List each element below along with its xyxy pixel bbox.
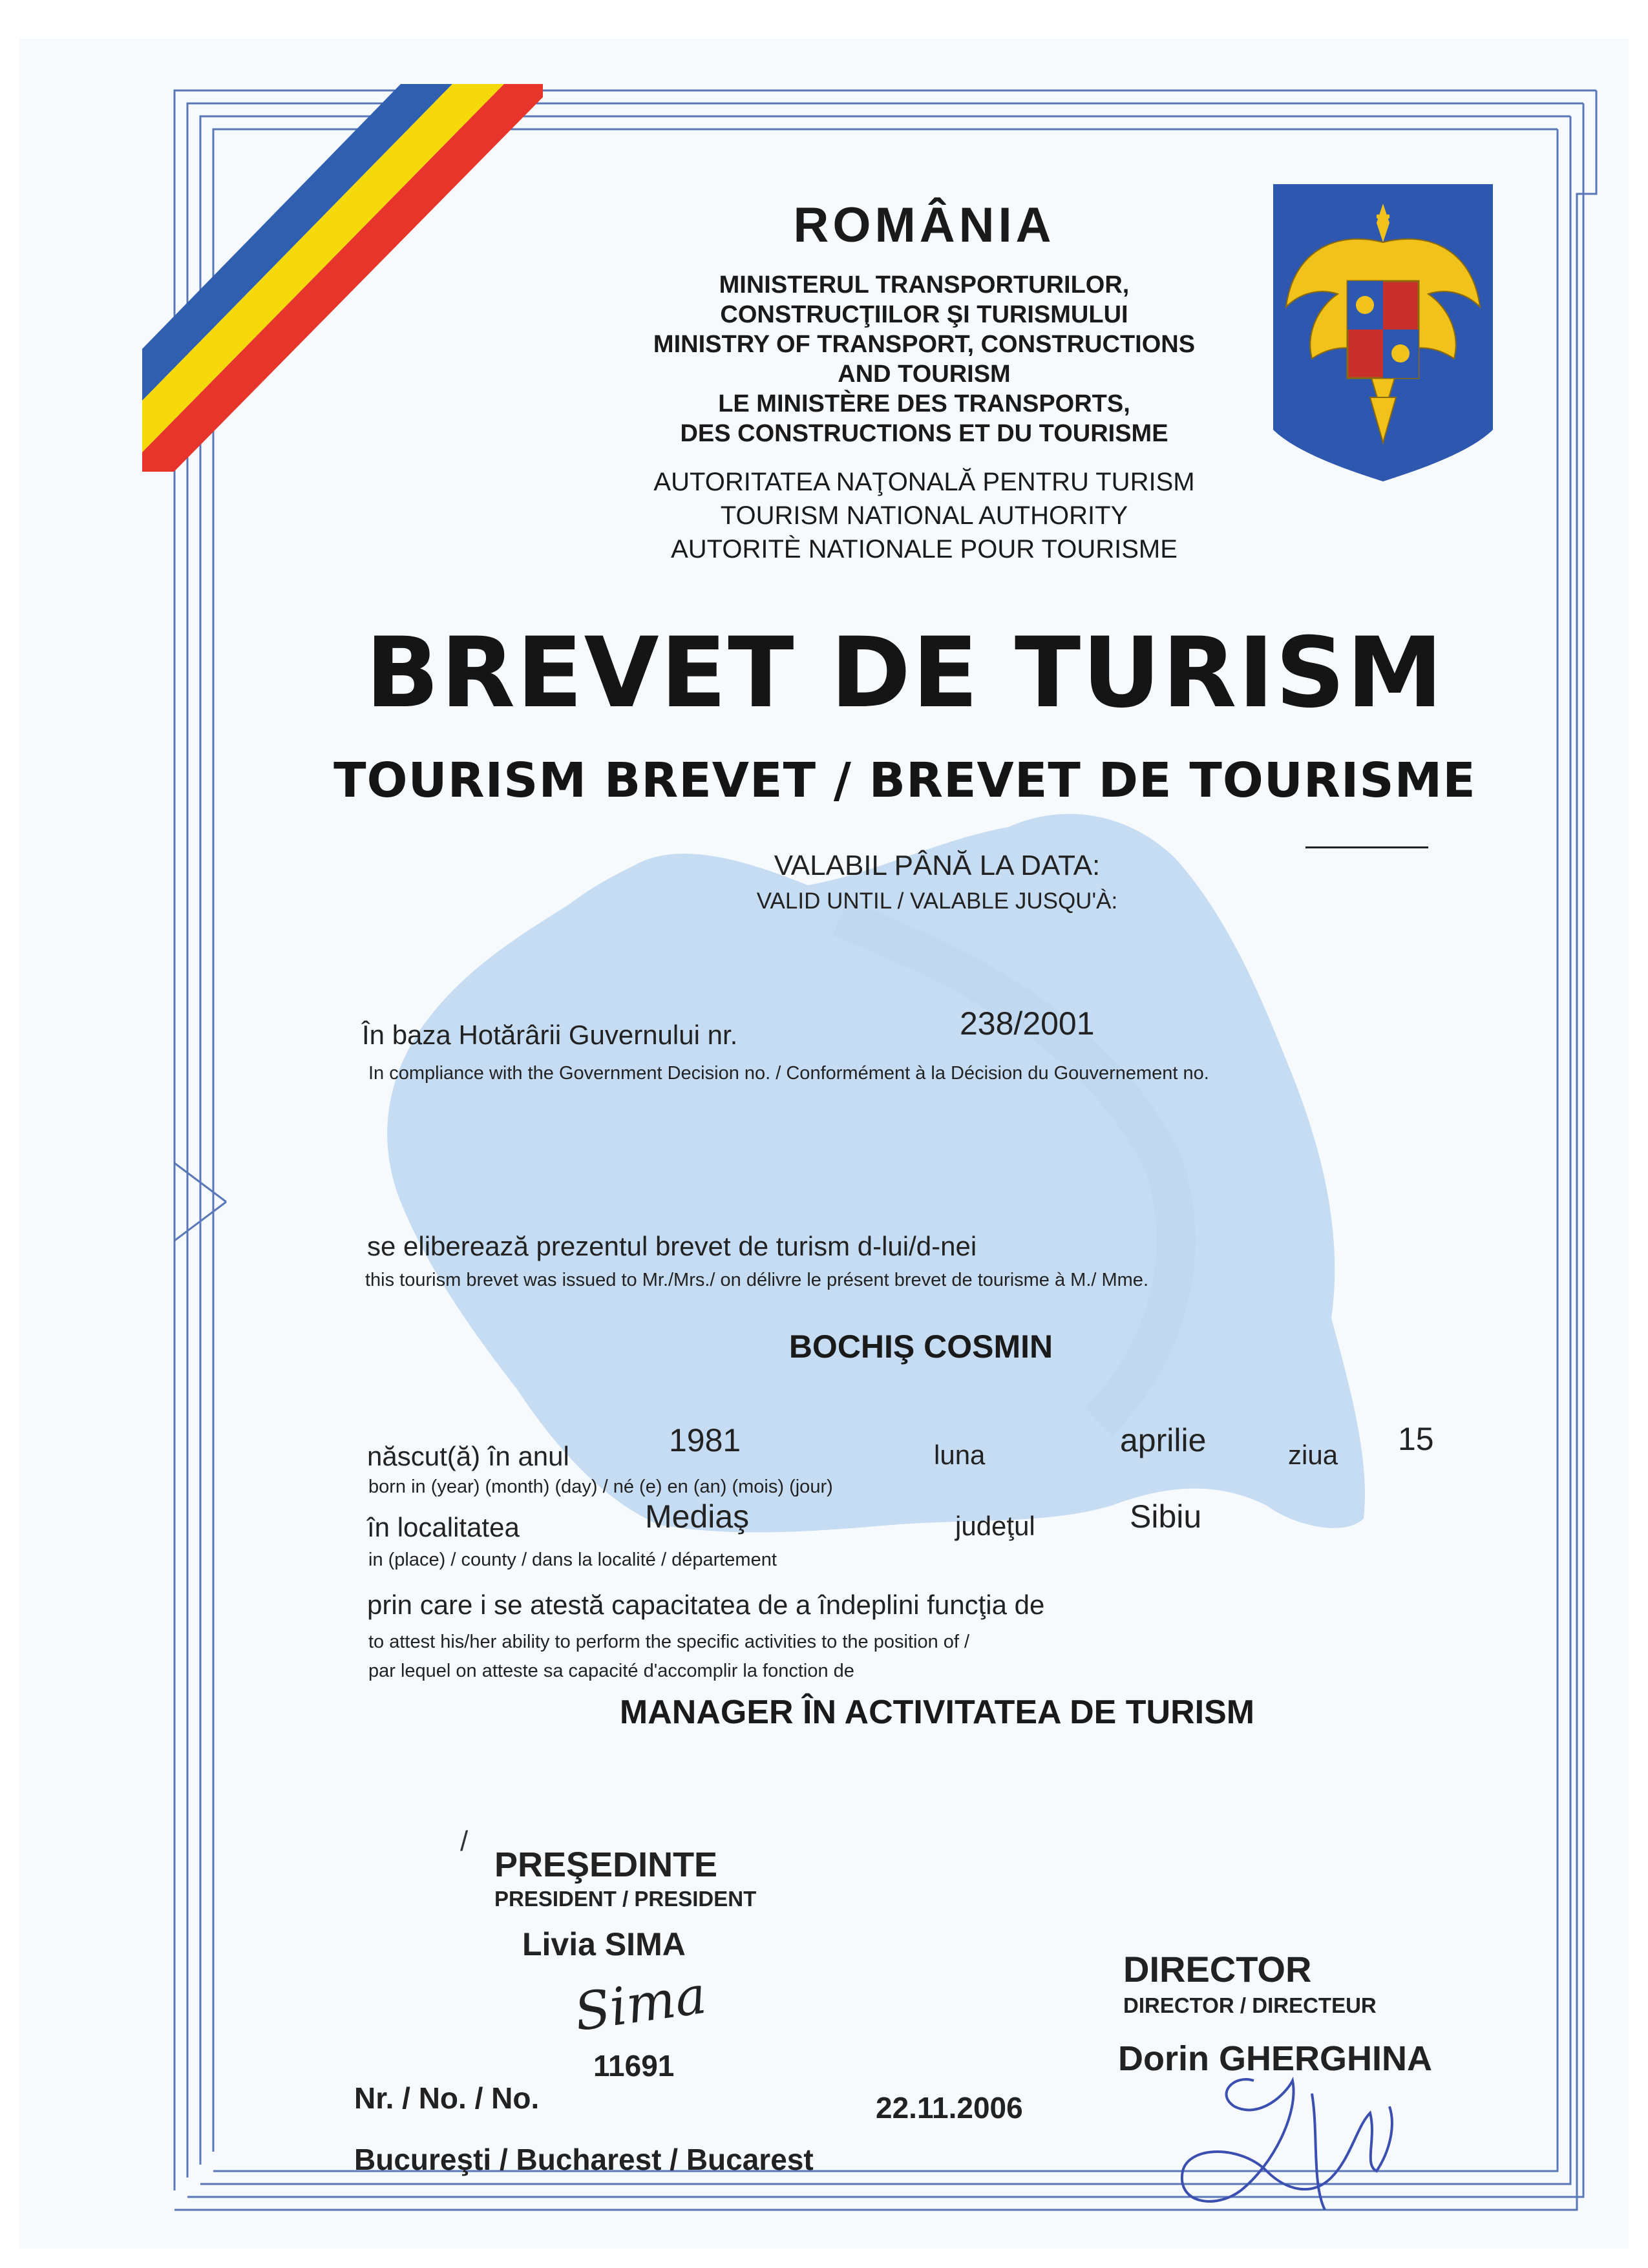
- ministry-fr-line-1: LE MINISTÈRE DES TRANSPORTS,: [718, 390, 1130, 417]
- holder-name: BOCHIŞ COSMIN: [788, 1328, 1053, 1365]
- validity-date-line: [1305, 846, 1428, 848]
- birth-day-label: ziua: [1288, 1440, 1338, 1470]
- certificate-number-label: Nr. / No. / No.: [354, 2081, 540, 2115]
- birth-county: Sibiu: [1130, 1498, 1202, 1535]
- birth-year-label: născut(ă) în anul: [367, 1441, 569, 1471]
- birth-day: 15: [1398, 1421, 1434, 1457]
- decision-label-en-fr: In compliance with the Government Decision no. / Conformément à la Décision du Gouvernement no.: [368, 1063, 1209, 1084]
- subtitle: TOURISM BREVET / BREVET DE TOURISME: [333, 753, 1476, 808]
- birth-month-label: luna: [934, 1440, 986, 1470]
- issue-date: 22.11.2006: [876, 2091, 1023, 2125]
- president-name: Livia SIMA: [522, 1926, 686, 1962]
- ministry-block: [582, 270, 1267, 448]
- issue-city: Bucureşti / Bucharest / Bucarest: [354, 2143, 814, 2176]
- certificate-number: 11691: [593, 2049, 675, 2083]
- birth-month: aprilie: [1120, 1422, 1207, 1458]
- authority-fr: AUTORITÈ NATIONALE POUR TOURISME: [671, 535, 1178, 563]
- president-signature: [569, 1964, 711, 2048]
- director-signature: [1163, 2055, 1422, 2223]
- attest-label-fr: par lequel on atteste sa capacité d'accomplir la fonction de: [368, 1661, 854, 1681]
- authority-block: [582, 465, 1267, 566]
- svg-text:Sima: Sima: [571, 1964, 710, 2043]
- ministry-ro-line-1: MINISTERUL TRANSPORTURILOR,: [719, 271, 1130, 299]
- tricolor-flag-stripe: [129, 84, 543, 472]
- country-title: ROMÂNIA: [793, 198, 1055, 253]
- attest-label-ro: prin care i se atestă capacitatea de a îndeplini funcţia de: [367, 1590, 1045, 1620]
- director-name: Dorin GHERGHINA: [1118, 2039, 1432, 2078]
- birth-place: Mediaş: [645, 1498, 750, 1535]
- issued-label-en-fr: this tourism brevet was issued to Mr./Mrs./ on délivre le présent brevet de tourisme à M./ Mme.: [365, 1270, 1148, 1290]
- issued-label-ro: se eliberează prezentul brevet de turism d-lui/d-nei: [367, 1231, 977, 1261]
- tick-mark: /: [460, 1825, 469, 1857]
- director-title-en-fr: DIRECTOR / DIRECTEUR: [1123, 1993, 1377, 2017]
- decision-label-ro: În baza Hotărârii Guvernului nr.: [362, 1020, 738, 1050]
- decision-number: 238/2001: [960, 1005, 1095, 1042]
- ministry-en-line-2: AND TOURISM: [838, 361, 1011, 388]
- birth-place-label: în localitatea: [367, 1512, 520, 1542]
- ministry-ro-line-2: CONSTRUCŢIILOR ŞI TURISMULUI: [720, 301, 1128, 328]
- ministry-fr-line-2: DES CONSTRUCTIONS ET DU TOURISME: [680, 420, 1168, 447]
- birth-place-sub: in (place) / county / dans la localité / département: [368, 1549, 777, 1570]
- authority-en: TOURISM NATIONAL AUTHORITY: [720, 501, 1128, 530]
- president-title: PREŞEDINTE: [494, 1845, 718, 1884]
- main-title: BREVET DE TURISM: [365, 617, 1444, 730]
- validity-label-en-fr: VALID UNTIL / VALABLE JUSQU'À:: [756, 888, 1118, 914]
- validity-label-ro: VALABIL PÂNĂ LA DATA:: [774, 850, 1101, 881]
- attest-label-en: to attest his/her ability to perform the specific activities to the position of /: [368, 1632, 970, 1652]
- ministry-en-line-1: MINISTRY OF TRANSPORT, CONSTRUCTIONS: [653, 331, 1196, 358]
- director-title: DIRECTOR: [1123, 1949, 1312, 1990]
- position-title: MANAGER ÎN ACTIVITATEA DE TURISM: [619, 1694, 1255, 1731]
- coat-of-arms-icon: [1273, 184, 1493, 481]
- president-title-en-fr: PRESIDENT / PRESIDENT: [494, 1887, 757, 1911]
- birth-county-label: judeţul: [955, 1511, 1035, 1541]
- birth-year: 1981: [669, 1422, 741, 1458]
- birth-date-sub: born in (year) (month) (day) / né (e) en (an) (mois) (jour): [368, 1476, 833, 1497]
- authority-ro: AUTORITATEA NAŢONALĂ PENTRU TURISM: [653, 468, 1195, 496]
